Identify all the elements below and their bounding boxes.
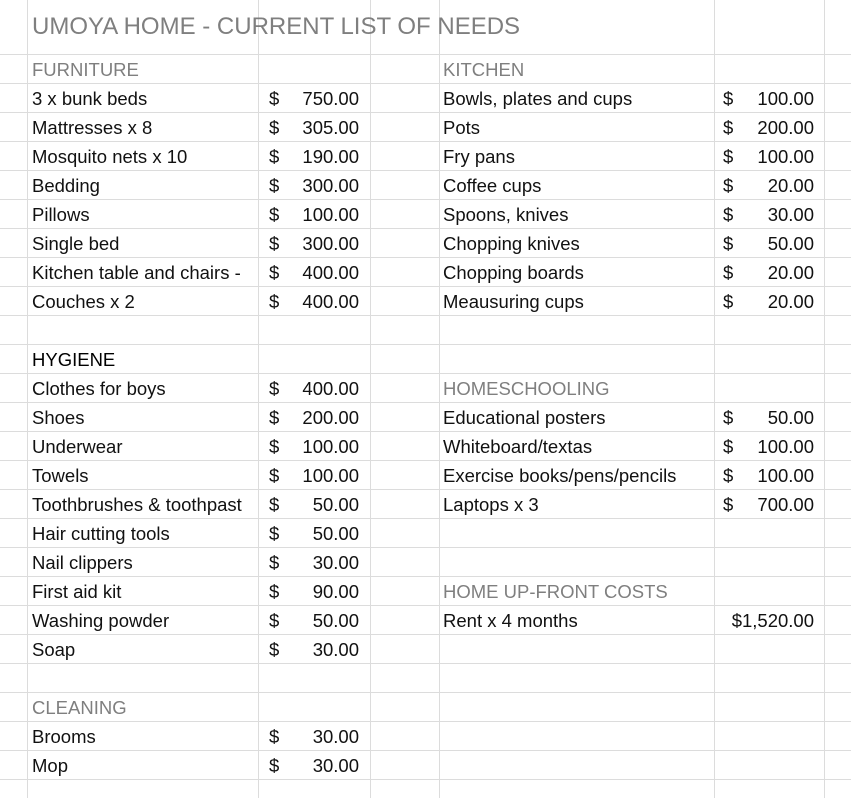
grid-column-line <box>824 0 825 798</box>
hygiene-amount[interactable]: 50.00 <box>312 523 359 544</box>
hygiene-item[interactable]: Soap <box>32 639 76 660</box>
currency-symbol: $ <box>723 436 734 457</box>
currency-symbol: $ <box>269 726 280 747</box>
upfront-heading[interactable]: HOME UP-FRONT COSTS <box>443 581 668 602</box>
furniture-item[interactable]: Mosquito nets x 10 <box>32 146 188 167</box>
kitchen-amount[interactable]: 200.00 <box>757 117 814 138</box>
grid-column-line <box>439 0 440 798</box>
hygiene-amount[interactable]: 200.00 <box>302 407 359 428</box>
currency-symbol: $ <box>723 204 734 225</box>
hygiene-amount[interactable]: 100.00 <box>302 436 359 457</box>
furniture-item[interactable]: Mattresses x 8 <box>32 117 153 138</box>
kitchen-amount[interactable]: 20.00 <box>767 175 814 196</box>
homeschooling-amount[interactable]: 100.00 <box>757 436 814 457</box>
hygiene-heading[interactable]: HYGIENE <box>32 349 116 370</box>
furniture-amount[interactable]: 750.00 <box>302 88 359 109</box>
currency-symbol: $ <box>723 291 734 312</box>
currency-symbol: $ <box>269 262 280 283</box>
currency-symbol: $ <box>269 552 280 573</box>
currency-symbol: $ <box>269 523 280 544</box>
grid-column-line <box>370 0 371 798</box>
homeschooling-item[interactable]: Educational posters <box>443 407 606 428</box>
homeschooling-item[interactable]: Laptops x 3 <box>443 494 539 515</box>
kitchen-amount[interactable]: 100.00 <box>757 146 814 167</box>
hygiene-item[interactable]: Nail clippers <box>32 552 133 573</box>
hygiene-amount[interactable]: 90.00 <box>312 581 359 602</box>
currency-symbol: $ <box>269 407 280 428</box>
kitchen-amount[interactable]: 20.00 <box>767 262 814 283</box>
kitchen-item[interactable]: Bowls, plates and cups <box>443 88 633 109</box>
kitchen-item[interactable]: Chopping boards <box>443 262 584 283</box>
kitchen-amount[interactable]: 50.00 <box>767 233 814 254</box>
currency-symbol: $ <box>269 204 280 225</box>
cleaning-item[interactable]: Mop <box>32 755 68 776</box>
currency-symbol: $ <box>269 291 280 312</box>
grid-column-line <box>27 0 28 798</box>
hygiene-amount[interactable]: 30.00 <box>312 552 359 573</box>
furniture-item[interactable]: Kitchen table and chairs - <box>32 262 241 283</box>
homeschooling-amount[interactable]: 50.00 <box>767 407 814 428</box>
hygiene-item[interactable]: First aid kit <box>32 581 122 602</box>
kitchen-item[interactable]: Fry pans <box>443 146 515 167</box>
grid-column-line <box>714 0 715 798</box>
currency-symbol: $ <box>723 146 734 167</box>
currency-symbol: $ <box>723 262 734 283</box>
currency-symbol: $ <box>723 407 734 428</box>
kitchen-item[interactable]: Pots <box>443 117 481 138</box>
upfront-item[interactable]: Rent x 4 months <box>443 610 578 631</box>
currency-symbol: $ <box>269 639 280 660</box>
currency-symbol: $ <box>269 88 280 109</box>
hygiene-amount[interactable]: 50.00 <box>312 610 359 631</box>
currency-symbol: $ <box>269 378 280 399</box>
currency-symbol: $ <box>269 494 280 515</box>
cleaning-amount[interactable]: 30.00 <box>312 755 359 776</box>
kitchen-amount[interactable]: 20.00 <box>767 291 814 312</box>
hygiene-item[interactable]: Hair cutting tools <box>32 523 170 544</box>
furniture-item[interactable]: Bedding <box>32 175 100 196</box>
hygiene-amount[interactable]: 400.00 <box>302 378 359 399</box>
kitchen-amount[interactable]: 100.00 <box>757 88 814 109</box>
kitchen-heading[interactable]: KITCHEN <box>443 59 525 80</box>
furniture-amount[interactable]: 300.00 <box>302 233 359 254</box>
furniture-item[interactable]: Single bed <box>32 233 120 254</box>
hygiene-amount[interactable]: 100.00 <box>302 465 359 486</box>
furniture-item[interactable]: Couches x 2 <box>32 291 135 312</box>
hygiene-item[interactable]: Clothes for boys <box>32 378 166 399</box>
homeschooling-item[interactable]: Exercise books/pens/pencils <box>443 465 677 486</box>
upfront-amount[interactable]: $1,520.00 <box>731 610 814 631</box>
hygiene-item[interactable]: Towels <box>32 465 89 486</box>
cleaning-amount[interactable]: 30.00 <box>312 726 359 747</box>
currency-symbol: $ <box>269 117 280 138</box>
currency-symbol: $ <box>269 465 280 486</box>
furniture-item[interactable]: 3 x bunk beds <box>32 88 148 109</box>
currency-symbol: $ <box>723 175 734 196</box>
furniture-amount[interactable]: 100.00 <box>302 204 359 225</box>
furniture-amount[interactable]: 305.00 <box>302 117 359 138</box>
homeschooling-item[interactable]: Whiteboard/textas <box>443 436 593 457</box>
furniture-amount[interactable]: 400.00 <box>302 262 359 283</box>
cleaning-heading[interactable]: CLEANING <box>32 697 127 718</box>
kitchen-item[interactable]: Meausuring cups <box>443 291 584 312</box>
currency-symbol: $ <box>269 436 280 457</box>
furniture-amount[interactable]: 300.00 <box>302 175 359 196</box>
currency-symbol: $ <box>269 146 280 167</box>
hygiene-item[interactable]: Washing powder <box>32 610 170 631</box>
currency-symbol: $ <box>723 88 734 109</box>
currency-symbol: $ <box>723 465 734 486</box>
furniture-heading[interactable]: FURNITURE <box>32 59 139 80</box>
currency-symbol: $ <box>269 610 280 631</box>
hygiene-amount[interactable]: 30.00 <box>312 639 359 660</box>
kitchen-item[interactable]: Coffee cups <box>443 175 542 196</box>
homeschooling-heading[interactable]: HOMESCHOOLING <box>443 378 610 399</box>
kitchen-item[interactable]: Chopping knives <box>443 233 580 254</box>
furniture-amount[interactable]: 190.00 <box>302 146 359 167</box>
currency-symbol: $ <box>269 175 280 196</box>
kitchen-item[interactable]: Spoons, knives <box>443 204 569 225</box>
furniture-amount[interactable]: 400.00 <box>302 291 359 312</box>
currency-symbol: $ <box>269 581 280 602</box>
currency-symbol: $ <box>723 117 734 138</box>
homeschooling-amount[interactable]: 100.00 <box>757 465 814 486</box>
cleaning-item[interactable]: Brooms <box>32 726 96 747</box>
currency-symbol: $ <box>269 233 280 254</box>
currency-symbol: $ <box>723 233 734 254</box>
hygiene-amount[interactable]: 50.00 <box>312 494 359 515</box>
hygiene-item[interactable]: Underwear <box>32 436 123 457</box>
hygiene-item[interactable]: Toothbrushes & toothpast <box>32 494 242 515</box>
furniture-item[interactable]: Pillows <box>32 204 90 225</box>
hygiene-item[interactable]: Shoes <box>32 407 85 428</box>
grid-column-line <box>258 0 259 798</box>
kitchen-amount[interactable]: 30.00 <box>767 204 814 225</box>
currency-symbol: $ <box>269 755 280 776</box>
currency-symbol: $ <box>723 494 734 515</box>
homeschooling-amount[interactable]: 700.00 <box>757 494 814 515</box>
sheet-title[interactable]: UMOYA HOME - CURRENT LIST OF NEEDS <box>32 13 521 40</box>
